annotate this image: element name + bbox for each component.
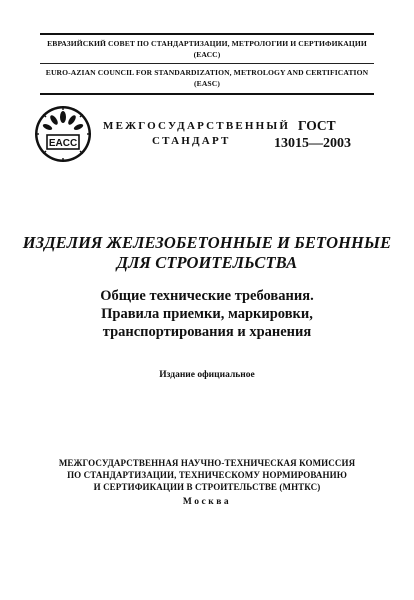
council-abbr-ru: (ЕАСС) <box>193 50 221 59</box>
top-rule <box>40 33 374 35</box>
title-line-1: ИЗДЕЛИЯ ЖЕЛЕЗОБЕТОННЫЕ И БЕТОННЫЕ <box>22 233 392 252</box>
commission-line-2: ПО СТАНДАРТИЗАЦИИ, ТЕХНИЧЕСКОМУ НОРМИРОВАНИЮ <box>67 470 347 480</box>
gost-number: 13015—2003 <box>274 136 351 151</box>
easc-emblem-icon <box>33 104 93 164</box>
gost-label: ГОСТ <box>298 118 336 133</box>
emblem-label: EACC <box>48 138 78 149</box>
interstate-label: МЕЖГОСУДАРСТВЕННЫЙ <box>103 120 291 132</box>
council-name-en: EURO-AZIAN COUNCIL FOR STANDARDIZATION, METROLOGY AND CERTIFICATION <box>45 68 369 77</box>
council-header <box>40 33 374 95</box>
council-name-ru: ЕВРАЗИЙСКИЙ СОВЕТ ПО СТАНДАРТИЗАЦИИ, МЕТРОЛОГИИ И СЕРТИФИКАЦИИ <box>47 39 367 48</box>
standard-label: СТАНДАРТ <box>152 135 231 147</box>
title-line-2: ДЛЯ СТРОИТЕЛЬСТВА <box>116 253 298 272</box>
council-abbr-en: (EASC) <box>194 79 220 88</box>
middle-rule <box>40 63 374 64</box>
publication-city: Москва <box>182 497 232 507</box>
subtitle-line-1: Общие технические требования. <box>100 288 314 304</box>
commission-line-1: МЕЖГОСУДАРСТВЕННАЯ НАУЧНО-ТЕХНИЧЕСКАЯ КОМИССИЯ <box>58 458 356 468</box>
commission-line-3: И СЕРТИФИКАЦИИ В СТРОИТЕЛЬСТВЕ (МНТКС) <box>93 482 321 492</box>
bottom-rule <box>40 93 374 95</box>
subtitle-line-2: Правила приемки, маркировки, <box>101 306 313 322</box>
edition-label: Издание официальное <box>159 370 255 380</box>
subtitle-line-3: транспортирования и хранения <box>102 324 312 340</box>
